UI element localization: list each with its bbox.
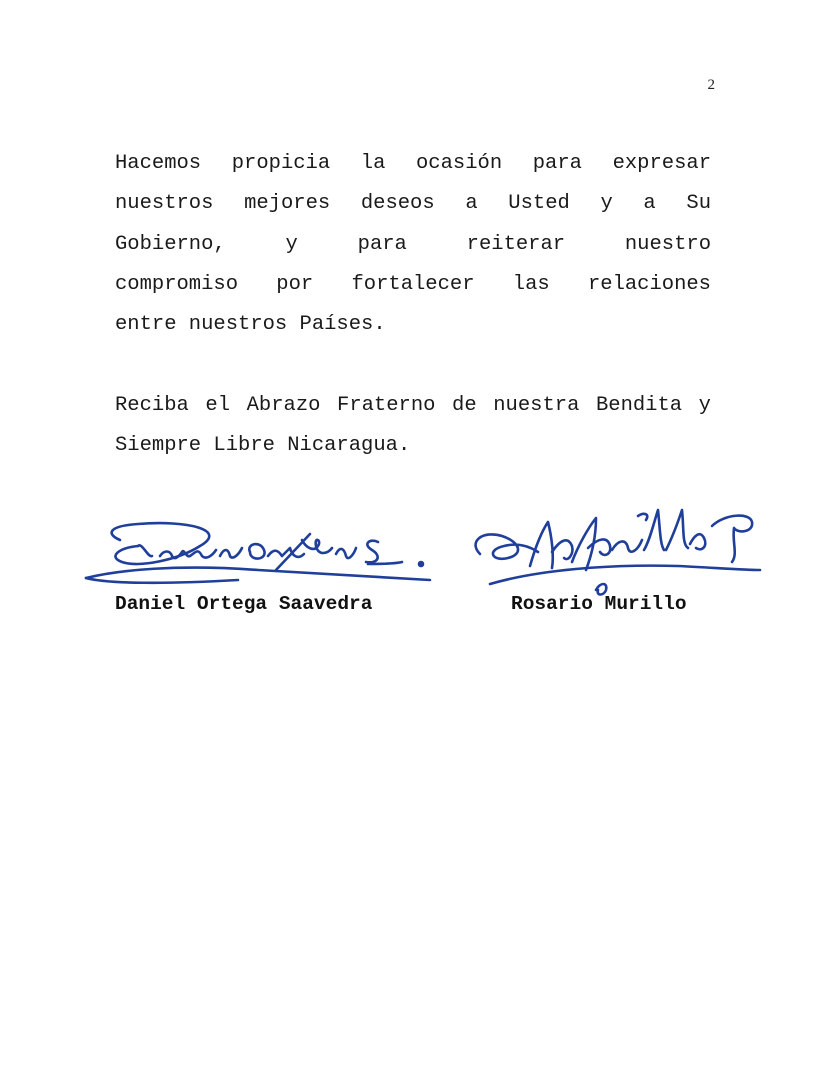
signature-daniel-ortega [78, 512, 438, 590]
text-line: entre nuestros Países. [115, 313, 386, 337]
signer-name-daniel-ortega: Daniel Ortega Saavedra [115, 593, 373, 615]
text-line: Reciba el Abrazo Fraterno de nuestra Bendita y [115, 394, 711, 417]
text-line: Gobierno, y para reiterar nuestro [115, 232, 711, 256]
signer-name-rosario-murillo: Rosario Murillo [511, 593, 687, 615]
text-line: compromiso por fortalecer las relaciones [115, 272, 711, 296]
text-line: Siempre Libre Nicaragua. [115, 434, 411, 458]
text-line: nuestros mejores deseos a Usted y a Su [115, 192, 711, 216]
signature-rosario-murillo [468, 492, 768, 602]
paragraph-fraternal-embrace [115, 386, 711, 467]
paragraph-closing-wishes [115, 144, 711, 345]
page-number: 2 [707, 77, 715, 93]
text-line: Hacemos propicia la ocasión para expresar [115, 152, 711, 175]
